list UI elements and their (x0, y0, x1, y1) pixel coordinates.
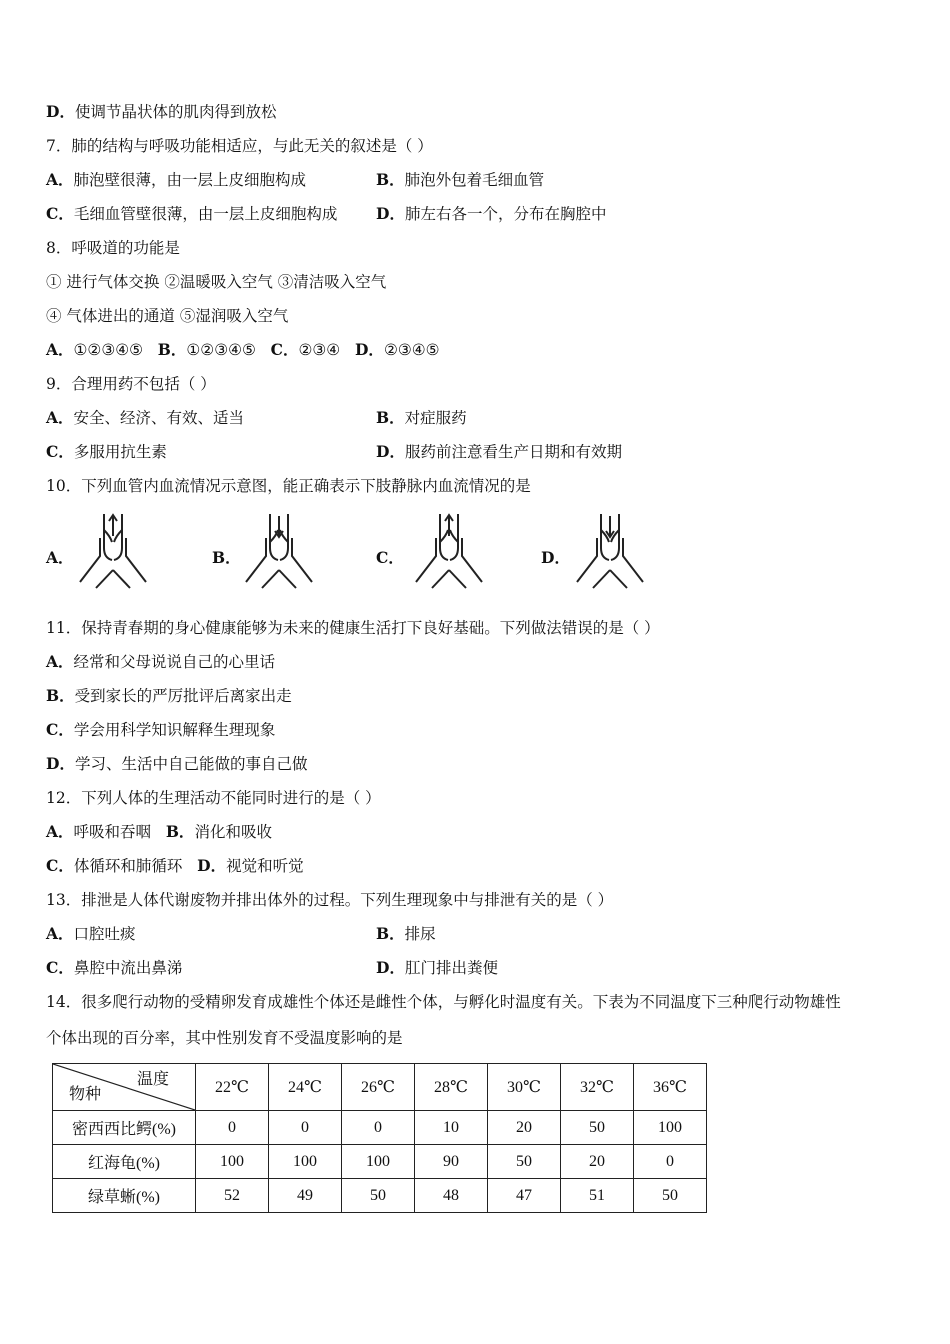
option-label: B． (165, 822, 195, 841)
vein-valve-down-diagram (571, 508, 651, 593)
option-label: C． (46, 442, 74, 461)
option-text: 消化和吸收 (194, 823, 272, 841)
q7-option-a (46, 170, 306, 190)
value-cell: 0 (634, 1145, 707, 1179)
option-text: 经常和父母说说自己的心里话 (73, 653, 276, 671)
option-text: 体循环和肺循环 (73, 857, 183, 875)
option-text: 肺左右各一个，分布在胸腔中 (404, 205, 607, 223)
q13-option-b (376, 924, 436, 944)
table-header-row (53, 1064, 707, 1111)
q8-items-line1: ① 进行气体交换 ②温暖吸入空气 ③清洁吸入空气 (46, 273, 387, 291)
value-cell: 0 (196, 1111, 269, 1145)
option-label: A． (46, 340, 74, 359)
q6-option-d (46, 102, 276, 122)
option-label: B． (212, 548, 241, 567)
value-cell: 100 (634, 1111, 707, 1145)
value-cell: 47 (488, 1179, 561, 1213)
option-text: 多服用抗生素 (73, 443, 167, 461)
option-label: B． (376, 170, 405, 189)
option-text: ②③④⑤ (383, 341, 440, 359)
option-text: 口腔吐痰 (73, 925, 136, 943)
q9-option-c (46, 442, 167, 462)
value-cell: 100 (269, 1145, 342, 1179)
table-corner-header (53, 1064, 196, 1111)
option-label: A． (46, 924, 74, 943)
value-cell: 50 (634, 1179, 707, 1213)
q9-option-d (376, 442, 622, 462)
temp-header: 22℃ (196, 1064, 269, 1111)
q8-stem: 8．呼吸道的功能是 (46, 239, 180, 257)
q10-stem: 10．下列血管内血流情况示意图，能正确表示下肢静脉内血流情况的是 (46, 477, 531, 495)
value-cell: 90 (415, 1145, 488, 1179)
q7-option-d (376, 204, 606, 224)
option-label: A． (46, 548, 74, 567)
option-text: 呼吸和吞咽 (73, 823, 152, 841)
temp-header: 28℃ (415, 1064, 488, 1111)
value-cell: 20 (488, 1111, 561, 1145)
value-cell: 50 (561, 1111, 634, 1145)
q13-option-c (46, 958, 182, 978)
option-text: 肺泡外包着毛细血管 (404, 171, 545, 189)
option-text: 视觉和听觉 (226, 857, 304, 875)
q12-options-ab (46, 822, 272, 842)
option-text: 肺泡壁很薄，由一层上皮细胞构成 (73, 171, 307, 189)
option-label: D． (46, 102, 75, 121)
option-label: B． (46, 686, 75, 705)
q12-stem: 12．下列人体的生理活动不能同时进行的是（ ） (46, 789, 381, 807)
temp-header: 26℃ (342, 1064, 415, 1111)
q11-stem: 11．保持青春期的身心健康能够为未来的健康生活打下良好基础。下列做法错误的是（ ） (46, 619, 660, 637)
q7-option-b (376, 170, 544, 190)
q14-data-table (52, 1063, 707, 1213)
temp-header: 36℃ (634, 1064, 707, 1111)
value-cell: 10 (415, 1111, 488, 1145)
table-row (53, 1111, 707, 1145)
option-text: 学会用科学知识解释生理现象 (73, 721, 276, 739)
vein-valve-up-diagram (74, 508, 154, 593)
option-label: B． (376, 408, 405, 427)
option-label: C． (270, 340, 299, 359)
value-cell: 49 (269, 1179, 342, 1213)
value-cell: 50 (488, 1145, 561, 1179)
value-cell: 100 (196, 1145, 269, 1179)
species-cell: 绿草蜥(%) (53, 1179, 196, 1213)
option-label: C． (376, 548, 404, 567)
temp-header: 24℃ (269, 1064, 342, 1111)
option-text: 学习、生活中自己能做的事自己做 (74, 755, 308, 773)
q9-option-b (376, 408, 467, 428)
option-label: B． (376, 924, 405, 943)
value-cell: 0 (269, 1111, 342, 1145)
value-cell: 0 (342, 1111, 415, 1145)
vein-valve-up-diagram (410, 508, 490, 593)
option-text: 对症服药 (404, 409, 467, 427)
option-text: ①②③④⑤ (186, 341, 256, 359)
q9-option-a (46, 408, 244, 428)
species-cell: 红海龟(%) (53, 1145, 196, 1179)
q10-diagrams (46, 508, 666, 598)
option-text: 使调节晶状体的肌肉得到放松 (74, 103, 277, 121)
q12-options-cd (46, 856, 304, 876)
value-cell: 52 (196, 1179, 269, 1213)
option-text: ①②③④⑤ (73, 341, 144, 359)
option-label: C． (46, 204, 74, 223)
temp-header: 32℃ (561, 1064, 634, 1111)
option-label: A． (46, 170, 74, 189)
table-row (53, 1179, 707, 1213)
q8-items-line2: ④ 气体进出的通道 ⑤湿润吸入空气 (46, 307, 289, 325)
option-text: 毛细血管壁很薄，由一层上皮细胞构成 (73, 205, 338, 223)
q11-option-c (46, 720, 275, 740)
option-text: 安全、经济、有效、适当 (73, 409, 245, 427)
value-cell: 50 (342, 1179, 415, 1213)
q13-option-a (46, 924, 136, 944)
header-temperature-label: 温度 (136, 1071, 169, 1088)
option-label: D． (376, 958, 405, 977)
q11-option-d (46, 754, 307, 774)
temp-header: 30℃ (488, 1064, 561, 1111)
option-label: D． (376, 204, 405, 223)
option-text: 受到家长的严厉批评后离家出走 (74, 687, 292, 705)
q14-stem-line2: 个体出现的百分率，其中性别发育不受温度影响的是 (46, 1029, 403, 1047)
option-label: C． (46, 958, 74, 977)
value-cell: 48 (415, 1179, 488, 1213)
option-label: D． (197, 856, 227, 875)
option-label: C． (46, 856, 74, 875)
q13-stem: 13．排泄是人体代谢废物并排出体外的过程。下列生理现象中与排泄有关的是（ ） (46, 891, 614, 909)
option-text: 排尿 (404, 925, 436, 943)
q13-option-d (376, 958, 498, 978)
option-text: 肛门排出粪便 (404, 959, 498, 977)
q9-stem: 9．合理用药不包括（ ） (46, 375, 216, 393)
option-label: B． (157, 340, 187, 359)
q7-option-c (46, 204, 337, 224)
option-label: C． (46, 720, 74, 739)
option-label: A． (46, 652, 74, 671)
q14-stem-line1: 14．很多爬行动物的受精卵发育成雄性个体还是雌性个体，与孵化时温度有关。下表为不同温度下三种爬行动物雄性 (46, 993, 841, 1011)
option-label: A． (46, 822, 74, 841)
option-text: ②③④ (298, 341, 341, 359)
value-cell: 100 (342, 1145, 415, 1179)
q8-options (46, 340, 440, 360)
header-species-label: 物种 (69, 1086, 102, 1103)
option-label: A． (46, 408, 74, 427)
option-label: D． (541, 548, 570, 567)
value-cell: 51 (561, 1179, 634, 1213)
option-text: 鼻腔中流出鼻涕 (73, 959, 183, 977)
species-cell: 密西西比鳄(%) (53, 1111, 196, 1145)
table-row (53, 1145, 707, 1179)
q11-option-a (46, 652, 275, 672)
q7-stem: 7．肺的结构与呼吸功能相适应，与此无关的叙述是（ ） (46, 137, 433, 155)
vein-valve-down-diagram (240, 508, 320, 593)
option-label: D． (354, 340, 384, 359)
option-text: 服药前注意看生产日期和有效期 (404, 443, 622, 461)
option-label: D． (376, 442, 405, 461)
q11-option-b (46, 686, 292, 706)
value-cell: 20 (561, 1145, 634, 1179)
option-label: D． (46, 754, 75, 773)
